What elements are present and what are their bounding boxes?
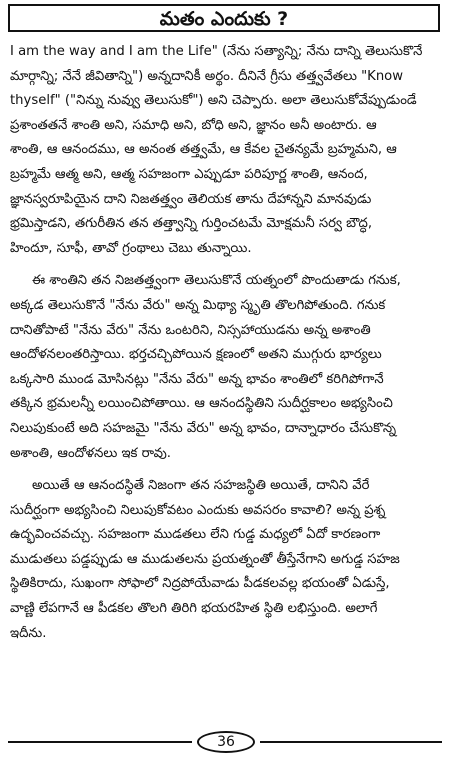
- paragraph-3: [10, 474, 440, 646]
- text-line: ఉద్భవించవచ్చు. సహజంగా ముడతలు లేని గుడ్డ మధ్యలో ఏదో కారణంగా: [10, 527, 381, 543]
- page-body: [10, 40, 440, 654]
- text-line: I am the way and I am the Life" (నేను సత్యాన్ని; నేను దాన్ని తెలుసుకొనే: [10, 44, 423, 59]
- text-line: అక్కడ తెలుసుకొనే "నేను వేరు" అన్న మిథ్యా స్మృతి తొలగిపోతుంది. గనుక: [10, 297, 386, 313]
- paragraph-1: [10, 40, 440, 261]
- text-line: శాంతి, ఆ ఆనందము, ఆ అనంత తత్త్వమే, ఆ కేవల చైతన్యమే బ్రహ్మమని, ఆ: [10, 142, 397, 158]
- text-line: ఈ శాంతిని తన నిజతత్త్వంగా తెలుసుకొనే యత్నంలో పొందుతాడు గనుక,: [32, 273, 401, 289]
- footer-rule-left: [8, 741, 192, 743]
- text-line: ప్రశాంతతనే శాంతి అని, సమాధి అని, బోధి అని, జ్ఞానం అనీ అంటారు. ఆ: [10, 117, 377, 133]
- text-line: ఇదీను.: [10, 625, 47, 641]
- text-line: ఆందోళనలంతరిస్తాయి. భర్తచచ్చిపోయిన క్షణంలో అతని ముగ్గురు భార్యలు: [10, 347, 382, 363]
- text-line: హిందూ, సూఫీ, తావో గ్రంథాలు చెబు తున్నాయి.: [10, 240, 252, 256]
- text-line: తక్కిన భ్రమలన్నీ లయించిపోతాయి. ఆ ఆనందస్థితిని సుదీర్ఘకాలం అభ్యసించి: [10, 396, 393, 412]
- text-line: అయితే ఆ ఆనందస్థితే నిజంగా తన సహజస్థితి అయితే, దానిని వేరే: [32, 478, 370, 494]
- page-number: 36: [197, 731, 255, 753]
- text-line: అశాంతి, ఆందోళనలు ఇక రావు.: [10, 445, 171, 461]
- text-line: భ్రమిస్తాడని, తగురీతిన తన తత్త్వాన్ని గుర్తించటమే మోక్షమనీ సర్వ బౌద్ధ,: [10, 216, 373, 232]
- text-line: జ్ఞానస్వరూపియైన దాని నిజతత్త్వం తెలియక తాను దేహాన్నని మానవుడు: [10, 191, 372, 207]
- text-line: ఒక్కసారి ముండ మోసినట్లు "నేను వేరు" అన్న భావం శాంతిలో కరిగిపోగానే: [10, 371, 384, 387]
- text-line: సుదీర్ఘంగా అభ్యసించి నిలుపుకోవటం ఎందుకు అవసరం కావాలి? అన్న ప్రశ్న: [10, 502, 386, 518]
- paragraph-2: [10, 269, 440, 466]
- chapter-header: [8, 4, 440, 32]
- text-line: బ్రహ్మమే ఆత్మ అని, ఆత్మ సహజంగా ఎప్పుడూ పరిపూర్ణ శాంతి, ఆనంద,: [10, 166, 368, 182]
- text-line: దానితోపాటే "నేను వేరు" నేను ఒంటరిని, నిస్సహాయుడను అన్న అశాంతి: [10, 322, 371, 338]
- chapter-title: మతం ఎందుకు ?: [10, 6, 438, 30]
- text-line: వాణ్ణి లేపగానే ఆ పీడకల తొలగి తిరిగి భయరహిత స్థితి లభిస్తుంది. అలాగే: [10, 601, 378, 617]
- text-line: మార్గాన్ని; నేనే జీవితాన్ని") అన్నదానికీ అర్థం. దీనినే గ్రీసు తత్త్వవేతలు "Know: [10, 68, 404, 84]
- text-line: స్థితికిరాదు, సుఖంగా సోఫాలో నిద్రపోయేవాడు పీడకలవల్ల భయంతో ఏడుస్తే,: [10, 576, 390, 592]
- text-line: thyself" ("నిన్ను నువ్వు తెలుసుకో") అని చెప్పారు. అలా తెలుసుకోవేప్పుడుండే: [10, 93, 417, 109]
- text-line: ముడుతలు పడ్డప్పుడు ఆ ముడుతలను ప్రయత్నంతో తీస్తేనేగాని అగుడ్డ సహజ: [10, 551, 400, 567]
- footer-rule-right: [260, 741, 442, 743]
- text-line: నిలుపుకుంటే అది సహజమై "నేను వేరు" అన్న భావం, దాన్నాధారం చేసుకొన్న: [10, 420, 397, 436]
